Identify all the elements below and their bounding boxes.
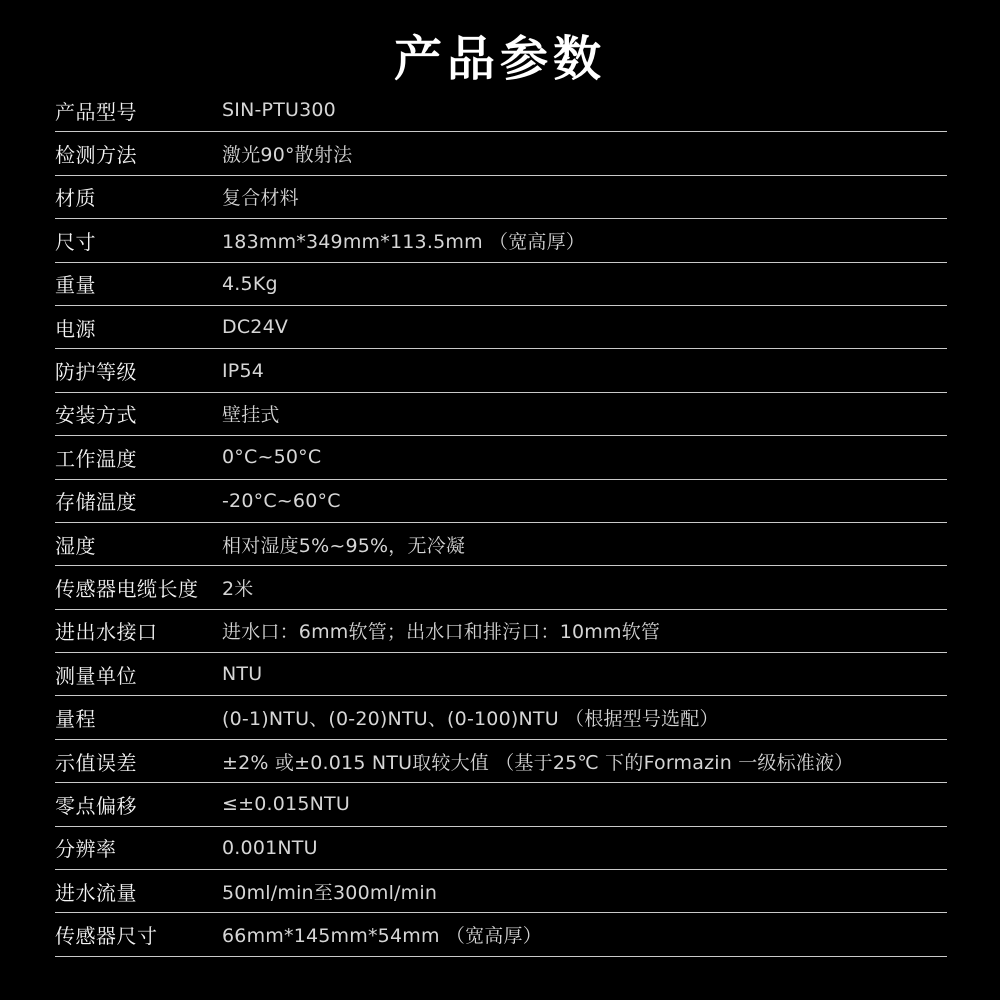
table-row — [55, 610, 947, 653]
table-row — [55, 566, 947, 609]
row-label: 尺寸 — [55, 229, 96, 254]
row-label: 电源 — [55, 316, 96, 341]
table-row — [55, 913, 947, 956]
table-row — [55, 870, 947, 913]
row-label: 湿度 — [55, 533, 96, 558]
row-label: 安装方式 — [55, 403, 137, 428]
table-row — [55, 783, 947, 826]
table-row — [55, 740, 947, 783]
row-label: 进水流量 — [55, 880, 137, 905]
row-label: 材质 — [55, 186, 96, 211]
row-label: 产品型号 — [55, 99, 137, 124]
table-row — [55, 132, 947, 175]
table-row — [55, 436, 947, 479]
row-label: 检测方法 — [55, 143, 137, 168]
table-row — [55, 393, 947, 436]
row-value: ±2% 或±0.015 NTU取较大值 （基于25℃ 下的Formazin 一级标准液） — [222, 751, 854, 774]
row-value: NTU — [222, 663, 263, 686]
row-value: 复合材料 — [222, 187, 299, 210]
table-row — [55, 306, 947, 349]
row-value: 壁挂式 — [222, 404, 280, 427]
row-label: 分辨率 — [55, 837, 117, 862]
table-row — [55, 696, 947, 739]
row-value: -20°C~60°C — [222, 489, 341, 512]
row-label: 传感器尺寸 — [55, 924, 158, 949]
row-label: 重量 — [55, 273, 96, 298]
table-row — [55, 523, 947, 566]
table-row — [55, 176, 947, 219]
row-value: 183mm*349mm*113.5mm （宽高厚） — [222, 230, 586, 253]
row-label: 量程 — [55, 707, 96, 732]
row-value: 相对湿度5%~95%，无冷凝 — [222, 534, 466, 557]
row-value: 50ml/min至300ml/min — [222, 881, 438, 904]
row-label: 工作温度 — [55, 446, 137, 471]
table-row — [55, 480, 947, 523]
table-row — [55, 89, 947, 132]
row-label: 零点偏移 — [55, 793, 137, 818]
row-label: 存储温度 — [55, 490, 137, 515]
row-label: 防护等级 — [55, 360, 137, 385]
table-row — [55, 349, 947, 392]
table-row — [55, 653, 947, 696]
row-label: 传感器电缆长度 — [55, 576, 199, 601]
row-label: 测量单位 — [55, 663, 137, 688]
table-row — [55, 219, 947, 262]
row-label: 示值误差 — [55, 750, 137, 775]
row-value: 4.5Kg — [222, 272, 278, 295]
row-value: ≤±0.015NTU — [222, 793, 350, 816]
table-row — [55, 263, 947, 306]
row-value: 2米 — [222, 577, 254, 600]
row-value: IP54 — [222, 359, 265, 382]
row-value: SIN-PTU300 — [222, 99, 336, 122]
row-value: (0-1)NTU、(0-20)NTU、(0-100)NTU （根据型号选配） — [222, 708, 719, 731]
row-value: DC24V — [222, 316, 289, 339]
row-value: 激光90°散射法 — [222, 144, 353, 167]
row-label: 进出水接口 — [55, 620, 158, 645]
row-value: 0°C~50°C — [222, 446, 322, 469]
row-value: 0.001NTU — [222, 836, 318, 859]
page-title: 产品参数 — [393, 31, 606, 87]
spec-table — [55, 89, 947, 957]
row-value: 66mm*145mm*54mm （宽高厚） — [222, 925, 542, 948]
table-row — [55, 827, 947, 870]
row-value: 进水口：6mm软管；出水口和排污口：10mm软管 — [222, 621, 661, 644]
